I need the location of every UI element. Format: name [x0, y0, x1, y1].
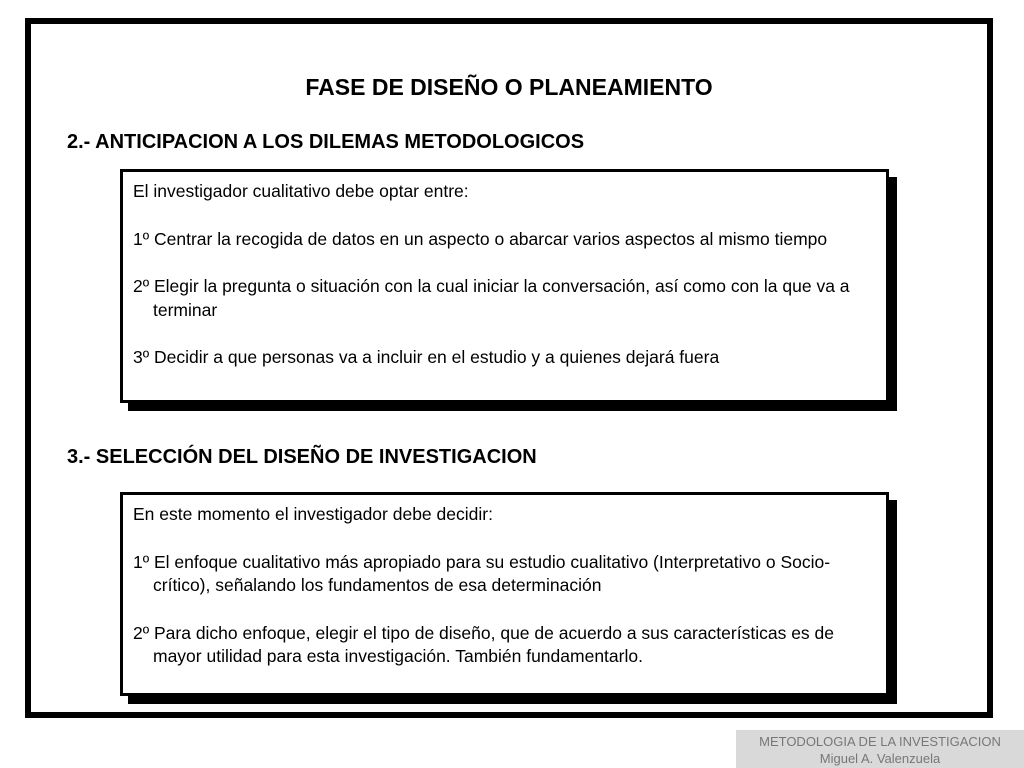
- section-3-item-1: 1º El enfoque cualitativo más apropiado para su estudio cualitativo (Interpretativo o Socio-crítico), señalando los fundamentos de esa determinación: [133, 551, 831, 595]
- footer-course: METODOLOGIA DE LA INVESTIGACION: [759, 734, 1001, 749]
- section-3-item-2: 2º Para dicho enfoque, elegir el tipo de diseño, que de acuerdo a sus características es de mayor utilidad para esta investigación. También fundamentarlo.: [133, 622, 834, 666]
- section-3-box: [120, 492, 889, 696]
- section-2-intro: El investigador cualitativo debe optar entre:: [133, 181, 469, 201]
- slide-frame: [25, 18, 993, 718]
- section-2-item-2: 2º Elegir la pregunta o situación con la cual iniciar la conversación, así como con la que va a terminar: [133, 276, 850, 320]
- section-2-heading: 2.- ANTICIPACION A LOS DILEMAS METODOLOGICOS: [67, 131, 585, 153]
- footer-author: Miguel A. Valenzuela: [819, 751, 941, 766]
- section-2-item-3: 3º Decidir a que personas va a incluir en el estudio y a quienes dejará fuera: [133, 347, 720, 367]
- footer-credit: [736, 730, 1024, 768]
- section-2-item-1: 1º Centrar la recogida de datos en un aspecto o abarcar varios aspectos al mismo tiempo: [133, 228, 828, 249]
- section-3-intro: En este momento el investigador debe decidir:: [133, 504, 493, 524]
- section-3-heading: 3.- SELECCIÓN DEL DISEÑO DE INVESTIGACION: [67, 446, 537, 468]
- section-2-box: [120, 169, 889, 403]
- slide-title: FASE DE DISEÑO O PLANEAMIENTO: [305, 74, 713, 100]
